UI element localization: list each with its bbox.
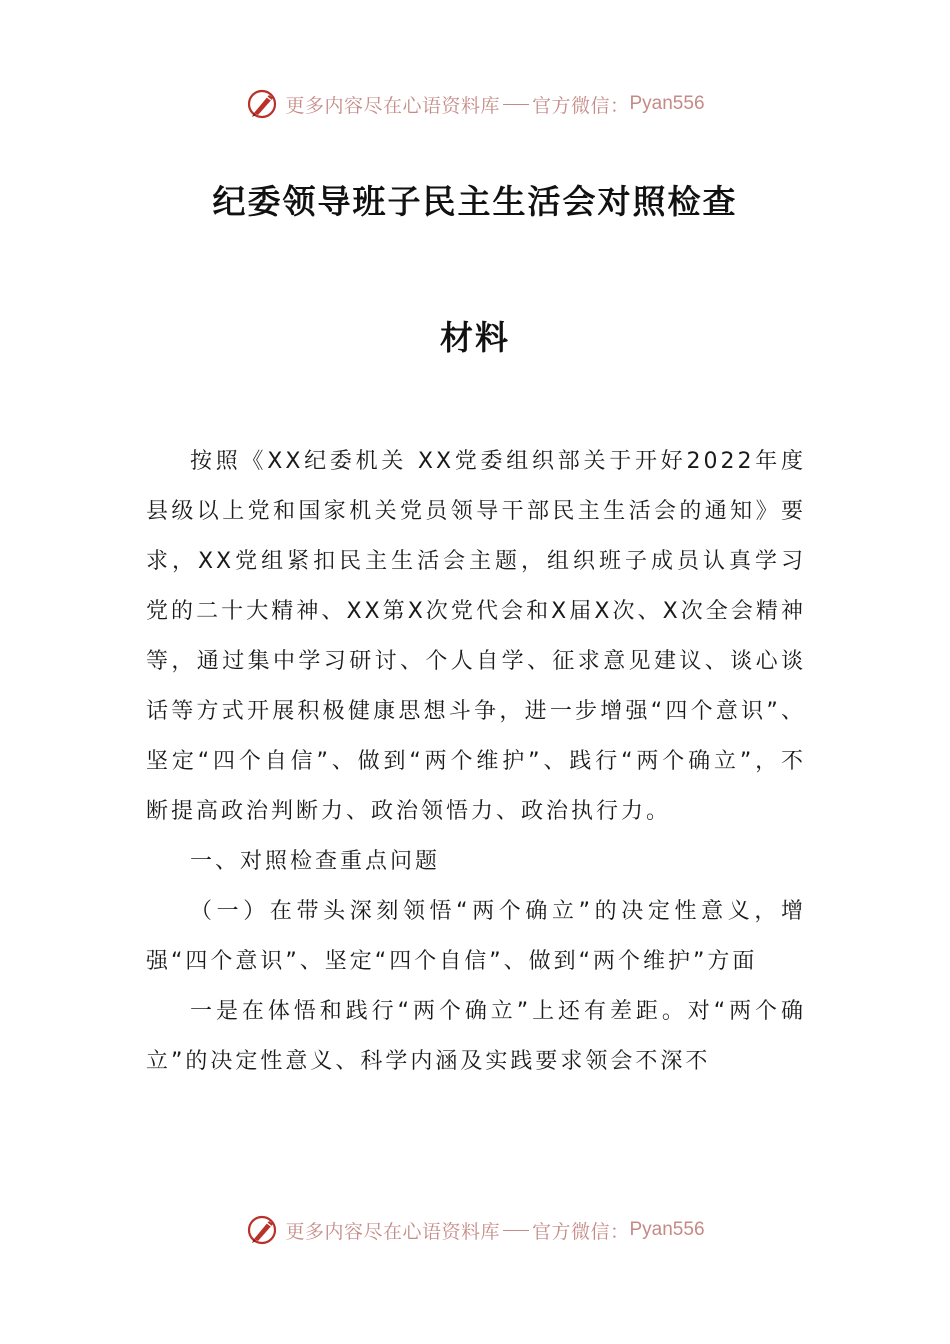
banner-wechat-id: Pyan556: [629, 1219, 705, 1240]
banner-contact-label: 官方微信：: [531, 94, 630, 117]
banner-text: 更多内容尽在心语资料库: [285, 1220, 500, 1243]
footer-watermark-banner: [0, 1210, 950, 1250]
banner-contact-label: 官方微信：: [531, 1220, 630, 1243]
pen-circle-logo-icon: [245, 1212, 281, 1248]
section-heading-1: 一、对照检查重点问题: [190, 849, 441, 874]
subsection-heading-1: （一）在带头深刻领悟“两个确立”的决定性意义，增强“四个意识”、坚定“四个自信”、做到“两个维护”方面: [146, 899, 806, 974]
banner-dash: [503, 1230, 529, 1231]
point-paragraph-1: 一是在体悟和践行“两个确立”上还有差距。对“两个确立”的决定性意义、科学内涵及实践要求领会不深不: [146, 999, 806, 1074]
intro-paragraph: 按照《XX纪委机关 XX党委组织部关于开好2022年度县级以上党和国家机关党员领导干部民主生活会的通知》要求，XX党组紧扣民主生活会主题，组织班子成员认真学习党的二十大精神、XX第X次党代会和X届X次、X次全会精神等，通过集中学习研讨、个人自学、征求意见建议、谈心谈话等方式开展积极健康思想斗争，进一步增强“四个意识”、坚定“四个自信”、做到“两个维护”、践行“两个确立”，不断提高政治判断力、政治领悟力、政治执行力。: [146, 449, 806, 824]
banner-text: 更多内容尽在心语资料库: [285, 94, 500, 117]
document-body: [146, 437, 806, 1087]
document-title-line-1: 纪委领导班子民主生活会对照检查: [212, 182, 738, 221]
header-watermark-banner: [0, 84, 950, 124]
pen-circle-logo-icon: [245, 86, 281, 122]
banner-wechat-id: Pyan556: [629, 93, 705, 114]
document-title-line-2: 材料: [440, 318, 510, 357]
banner-dash: [503, 104, 529, 105]
